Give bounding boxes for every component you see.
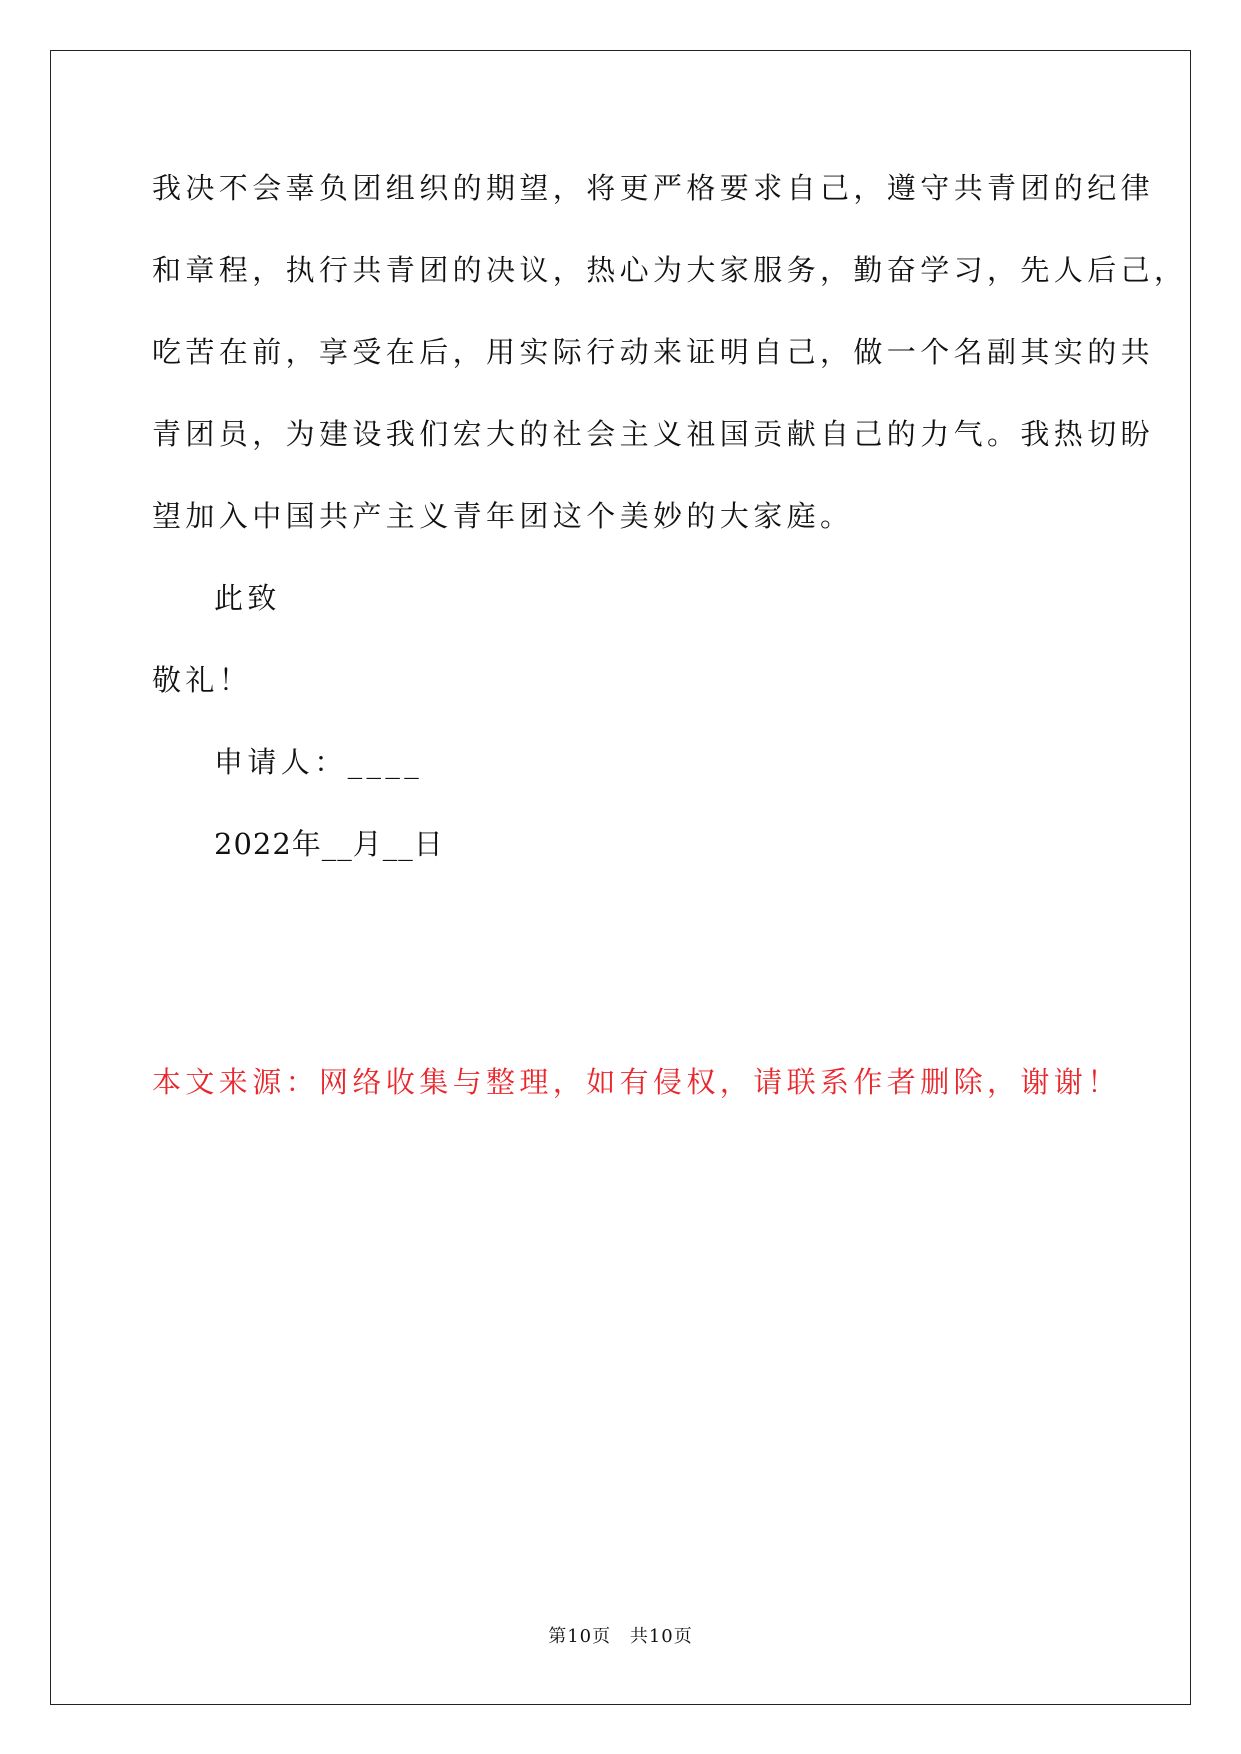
page-number-current: 第10页	[548, 1626, 612, 1647]
body-line-2: 和章程，执行共青团的决议，热心为大家服务，勤奋学习，先人后己，	[152, 253, 1188, 287]
body-line-5: 望加入中国共产主义青年团这个美妙的大家庭。	[152, 499, 854, 533]
salute-text: 敬礼！	[152, 663, 253, 697]
page-border	[50, 50, 1191, 1705]
closing-text: 此致	[214, 581, 281, 615]
body-line-3: 吃苦在前，享受在后，用实际行动来证明自己，做一个名副其实的共	[152, 335, 1155, 369]
applicant-signature-line: 申请人：____	[214, 745, 424, 779]
body-line-4: 青团员，为建设我们宏大的社会主义祖国贡献自己的力气。我热切盼	[152, 417, 1155, 451]
page-footer	[0, 1625, 1241, 1649]
page-number-total: 共10页	[629, 1626, 693, 1647]
source-notice: 本文来源：网络收集与整理，如有侵权，请联系作者删除，谢谢！	[152, 1065, 1121, 1099]
body-line-1: 我决不会辜负团组织的期望，将更严格要求自己，遵守共青团的纪律	[152, 171, 1155, 205]
date-line: 2022年__月__日	[214, 827, 444, 861]
